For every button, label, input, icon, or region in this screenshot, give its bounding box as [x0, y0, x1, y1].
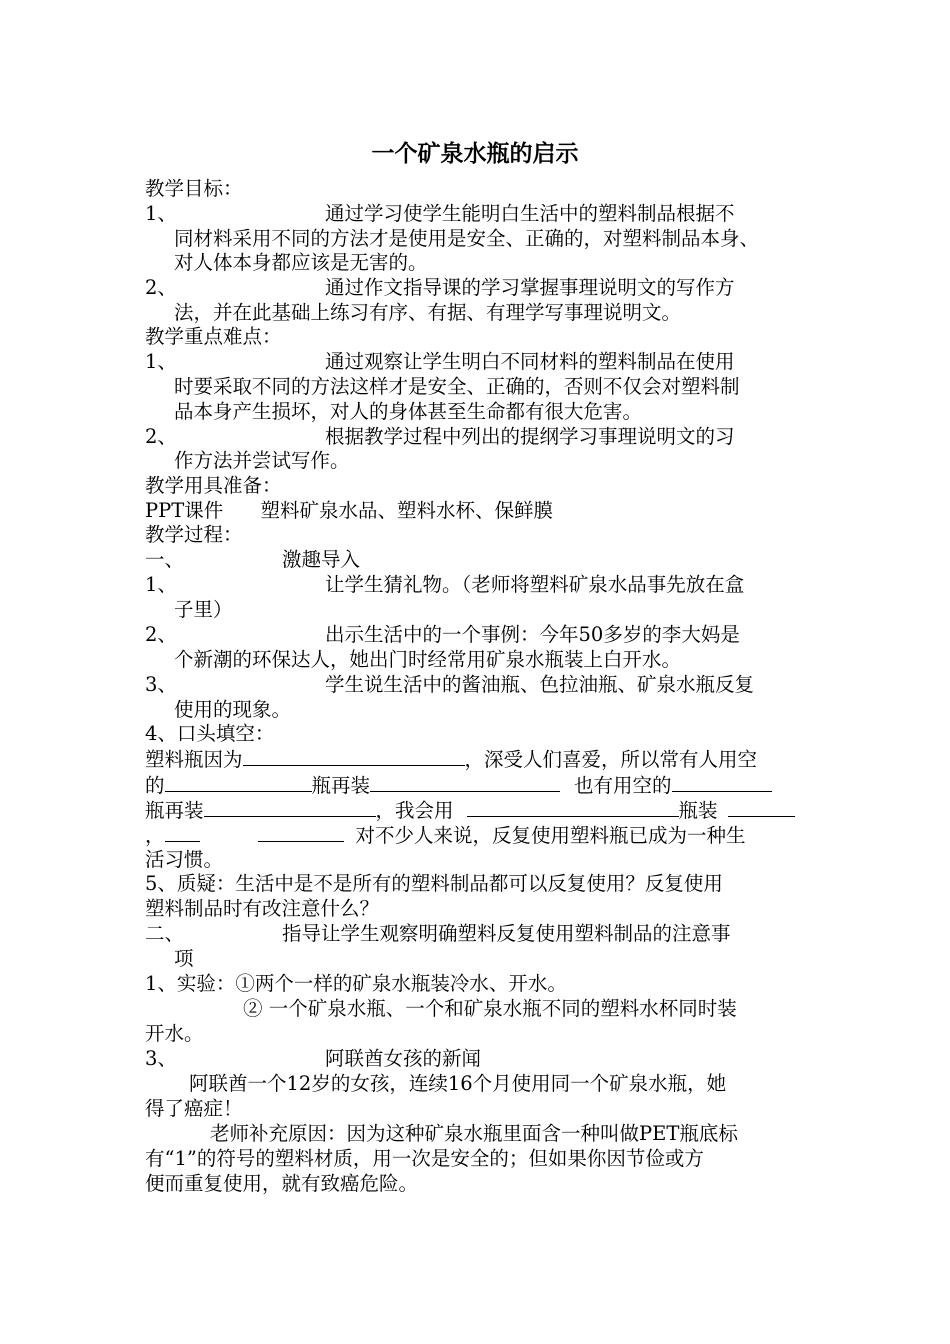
news-line-1: 阿联酋一个12岁的女孩，连续16个月使用同一个矿泉水瓶，她	[189, 1072, 727, 1095]
question-line-2: 塑料制品时有改注意什么？	[145, 897, 380, 920]
step-2-line-2: 个新潮的环保达人，她出门时经常用矿泉水瓶装上白开水。	[174, 648, 682, 671]
part-2-number: 二、	[145, 922, 185, 945]
blank-line	[728, 797, 795, 817]
key-point-2-line-2: 作方法并尝试写作。	[174, 449, 350, 472]
fill-row-4	[145, 822, 746, 847]
tools-heading: 教学用具准备：	[145, 474, 282, 497]
news-number: 3、	[145, 1047, 177, 1070]
objective-1-line-1: 通过学习使学生能明白生活中的塑料制品根据不	[325, 202, 735, 225]
step-3-line-2: 使用的现象。	[174, 698, 292, 721]
step-3-number: 3、	[145, 673, 177, 696]
reason-line-1: 老师补充原因：因为这种矿泉水瓶里面含一种叫做PET瓶底标	[210, 1122, 738, 1145]
fill-row-3	[145, 797, 795, 822]
fill-row-1	[145, 746, 757, 771]
key-point-1-line-1: 通过观察让学生明白不同材料的塑料制品在使用	[325, 350, 735, 373]
fill-blank-heading: 4、口头填空：	[145, 722, 275, 745]
reason-line-2: 有“1”的符号的塑料材质，用一次是安全的；但如果你因节俭或方	[145, 1147, 704, 1170]
key-point-1-line-3: 品本身产生损坏，对人的身体甚至生命都有很大危害。	[174, 400, 643, 423]
objective-1-number: 1、	[145, 202, 177, 225]
fill-row-1-text-a: 塑料瓶因为	[145, 748, 243, 771]
experiment-2-line-2: 开水。	[145, 1022, 204, 1045]
step-2-number: 2、	[145, 623, 177, 646]
blank-line	[165, 822, 200, 842]
fill-row-2-text-c: 也有用空的	[574, 774, 672, 797]
step-1-line-2: 子里）	[174, 598, 233, 621]
fill-row-2-text-b: 瓶再装	[311, 774, 371, 797]
fill-row-5: 活习惯。	[145, 848, 224, 871]
fill-row-2-text-a: 的	[145, 774, 165, 797]
fill-row-3-text-b: ，我会用	[375, 799, 454, 822]
reason-line-3: 便而重复使用，就有致癌危险。	[145, 1172, 419, 1195]
objective-2-line-2: 法，并在此基础上练习有序、有据、有理学写事理说明文。	[174, 301, 682, 324]
blank-line	[204, 797, 376, 817]
key-point-2-line-1: 根据教学过程中列出的提纲学习事理说明文的习	[325, 425, 735, 448]
blank-line	[370, 772, 560, 792]
key-points-heading: 教学重点难点：	[145, 325, 282, 348]
blank-line	[672, 772, 772, 792]
fill-row-3-text-a: 瓶再装	[145, 799, 204, 822]
experiment-1: 1、实验：①两个一样的矿泉水瓶装冷水、开水。	[145, 972, 567, 995]
part-1-number: 一、	[145, 548, 185, 571]
process-heading: 教学过程：	[145, 523, 243, 546]
objective-1-line-3: 对人体本身都应该是无害的。	[174, 251, 428, 274]
document-title: 一个矿泉水瓶的启示	[371, 141, 579, 167]
key-point-2-number: 2、	[145, 425, 177, 448]
objective-2-line-1: 通过作文指导课的学习掌握事理说明文的写作方	[325, 276, 735, 299]
part-2-title-line-1: 指导让学生观察明确塑料反复使用塑料制品的注意事	[282, 922, 731, 945]
step-1-number: 1、	[145, 573, 177, 596]
blank-line	[165, 772, 312, 792]
fill-row-1-text-b: ，深受人们喜爱，所以常有人用空	[464, 748, 758, 771]
key-point-1-number: 1、	[145, 350, 177, 373]
objective-1-line-2: 同材料采用不同的方法才是使用是安全、正确的，对塑料制品本身、	[174, 227, 760, 250]
step-3-line-1: 学生说生活中的酱油瓶、色拉油瓶、矿泉水瓶反复	[325, 673, 755, 696]
fill-row-3-text-c: 瓶装	[678, 799, 718, 822]
blank-line	[467, 797, 679, 817]
part-1-title: 激趣导入	[282, 548, 361, 571]
key-point-1-line-2: 时要采取不同的方法这样才是安全、正确的，否则不仅会对塑料制	[174, 375, 740, 398]
objectives-heading: 教学目标：	[145, 177, 243, 200]
fill-row-4-text-b: 对不少人来说，反复使用塑料瓶已成为一种生	[355, 824, 746, 847]
part-2-title-line-2: 项	[174, 947, 194, 970]
fill-row-2	[145, 772, 772, 797]
experiment-2-line-1: ② 一个矿泉水瓶、一个和矿泉水瓶不同的塑料水杯同时装	[243, 997, 737, 1020]
blank-line	[243, 746, 465, 766]
news-line-2: 得了癌症！	[145, 1097, 243, 1120]
question-line-1: 5、质疑：生活中是不是所有的塑料制品都可以反复使用？反复使用	[145, 872, 723, 895]
objective-2-number: 2、	[145, 276, 177, 299]
blank-line	[258, 822, 344, 842]
fill-row-4-text-a: ，	[145, 824, 165, 847]
step-1-line-1: 让学生猜礼物。（老师将塑料矿泉水品事先放在盒	[325, 573, 745, 596]
step-2-line-1: 出示生活中的一个事例：今年50多岁的李大妈是	[325, 623, 740, 646]
tools-list: PPT课件 塑料矿泉水品、塑料水杯、保鲜膜	[145, 499, 553, 522]
news-title: 阿联酋女孩的新闻	[325, 1047, 482, 1070]
